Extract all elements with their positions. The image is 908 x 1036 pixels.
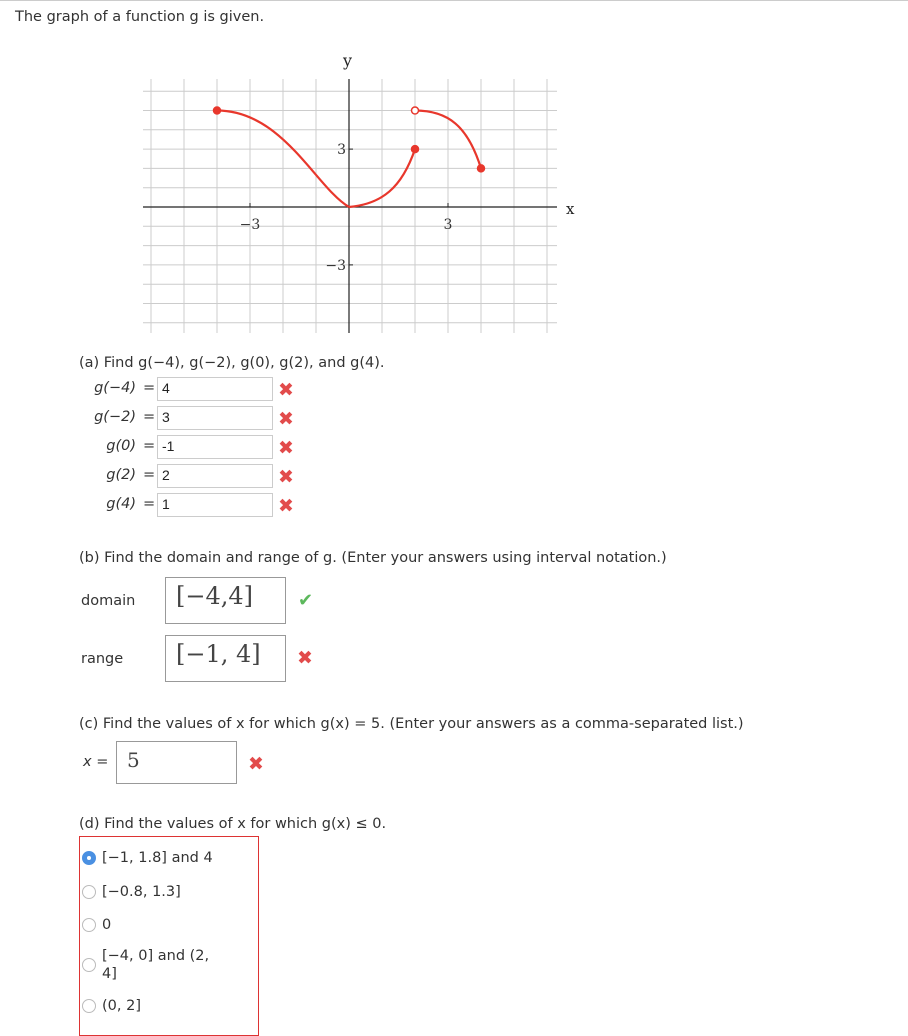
y-tick-label: 3	[337, 142, 346, 159]
range-label: range	[81, 651, 124, 667]
correct-check-icon: ✔	[298, 590, 314, 611]
option-label: (0, 2]	[102, 998, 141, 1014]
options-group	[79, 836, 259, 1036]
function-label: g(0)	[106, 438, 136, 454]
function-label: g(−4)	[94, 380, 136, 396]
radio-button[interactable]	[82, 851, 96, 865]
option-radio-item[interactable]	[82, 849, 213, 867]
radio-button[interactable]	[82, 918, 96, 932]
open-endpoint	[412, 107, 419, 114]
x-label: x =	[83, 754, 109, 770]
question-title: The graph of a function g is given.	[15, 9, 265, 25]
y-tick-label: −3	[325, 257, 346, 274]
domain-label: domain	[81, 593, 136, 609]
x-values-input[interactable]: 5	[116, 741, 237, 784]
x-tick-label: 3	[443, 217, 453, 233]
radio-button[interactable]	[82, 958, 96, 972]
answer-input[interactable]: 2	[157, 464, 273, 488]
option-label: [−0.8, 1.3]	[102, 884, 181, 900]
option-label: 0	[102, 917, 112, 933]
function-graph	[0, 0, 908, 345]
x-axis-label: x	[566, 200, 575, 218]
part-c-prompt: (c) Find the values of x for which g(x) = 5. (Enter your answers as a comma-separated list.)	[79, 716, 744, 732]
function-label: g(−2)	[94, 409, 136, 425]
equals-sign: =	[143, 496, 156, 512]
radio-button[interactable]	[82, 885, 96, 899]
option-label: [−1, 1.8] and 4	[102, 850, 213, 866]
domain-input[interactable]: [−4,4]	[165, 577, 286, 624]
equals-sign: =	[143, 380, 156, 396]
incorrect-x-icon: ✖	[278, 379, 294, 401]
function-label: g(2)	[106, 467, 136, 483]
part-a-prompt: (a) Find g(−4), g(−2), g(0), g(2), and g(4).	[79, 355, 385, 371]
option-label: [−4, 0] and (2, 4]	[102, 948, 210, 982]
radio-button[interactable]	[82, 999, 96, 1013]
function-label: g(4)	[106, 496, 136, 512]
closed-endpoint	[478, 165, 485, 172]
part-b-prompt: (b) Find the domain and range of g. (Enter your answers using interval notation.)	[79, 550, 667, 566]
range-input[interactable]: [−1, 4]	[165, 635, 286, 682]
closed-endpoint	[412, 146, 419, 153]
equals-sign: =	[143, 409, 156, 425]
option-radio-item[interactable]	[82, 997, 141, 1015]
option-radio-item[interactable]	[82, 947, 227, 983]
incorrect-x-icon: ✖	[278, 466, 294, 488]
y-axis-label: y	[343, 51, 353, 70]
equals-sign: =	[143, 467, 156, 483]
option-radio-item[interactable]	[82, 883, 181, 901]
answer-input[interactable]: 4	[157, 377, 273, 401]
answer-input[interactable]: 1	[157, 493, 273, 517]
incorrect-x-icon: ✖	[278, 495, 294, 517]
equals-sign: =	[143, 438, 156, 454]
option-radio-item[interactable]	[82, 916, 111, 934]
answer-input[interactable]: 3	[157, 406, 273, 430]
incorrect-x-icon: ✖	[278, 408, 294, 430]
incorrect-x-icon: ✖	[278, 437, 294, 459]
part-d-prompt: (d) Find the values of x for which g(x) ≤ 0.	[79, 816, 387, 832]
incorrect-x-icon: ✖	[248, 753, 264, 775]
incorrect-x-icon: ✖	[297, 647, 313, 669]
x-tick-label: −3	[239, 217, 261, 233]
answer-input[interactable]: -1	[157, 435, 273, 459]
closed-endpoint	[214, 107, 221, 114]
